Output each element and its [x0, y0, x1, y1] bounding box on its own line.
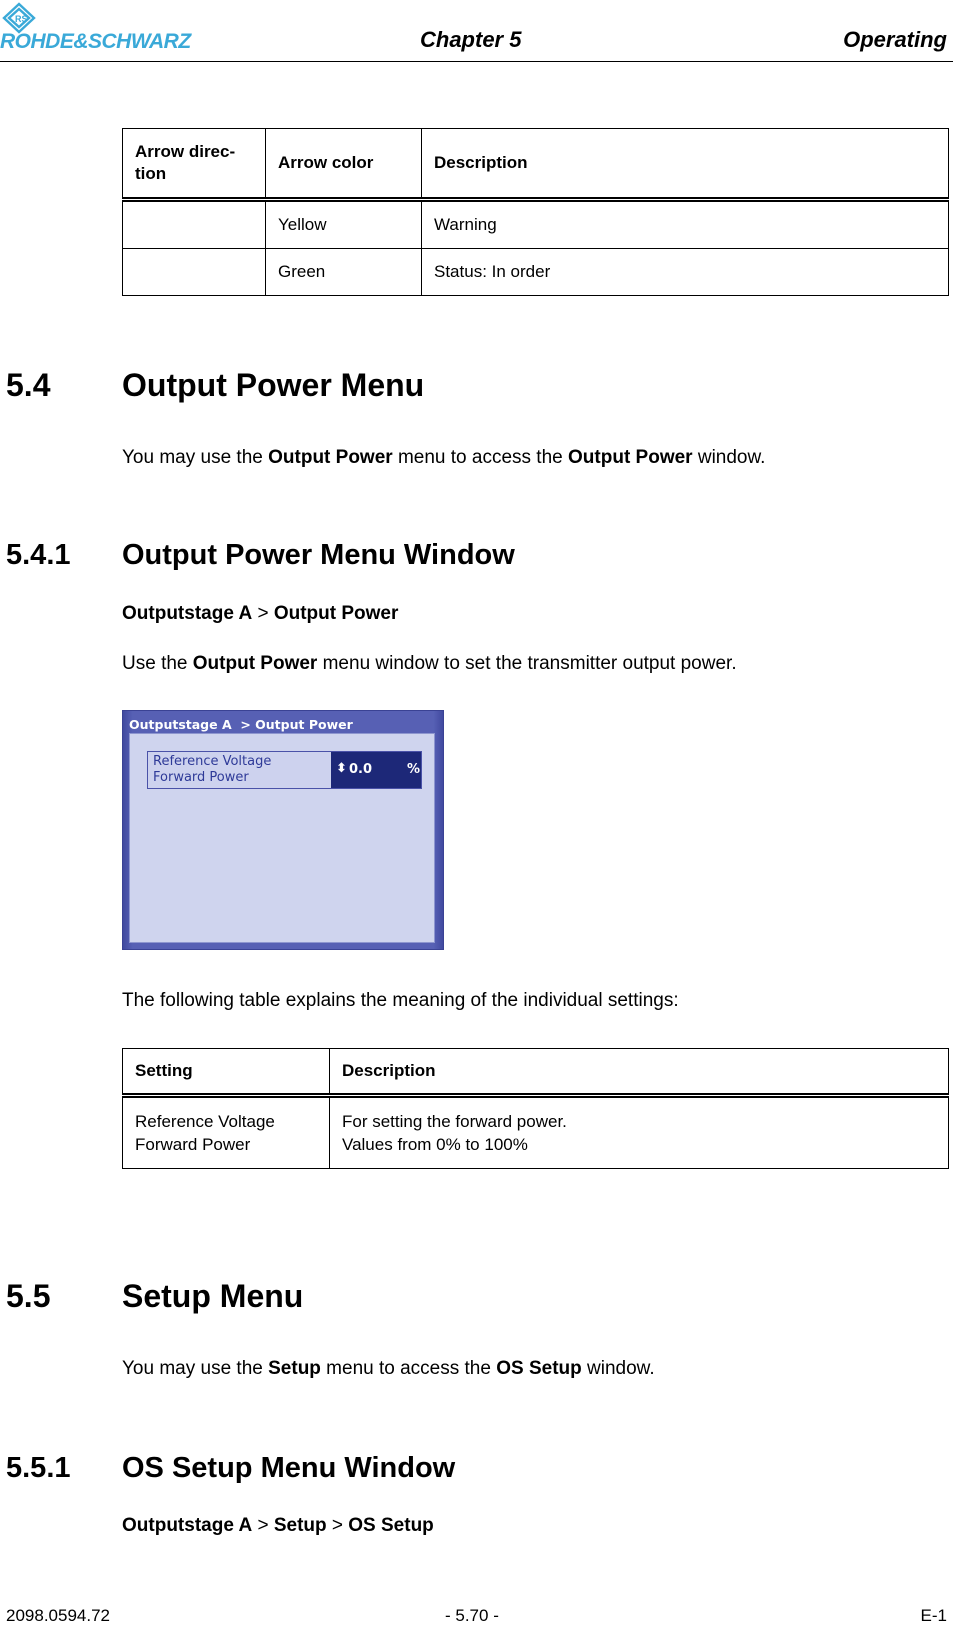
- section-number-5-5-1: 5.5.1: [6, 1452, 71, 1484]
- menu-path-output-power: Outputstage A > Output Power: [122, 603, 399, 624]
- field-label: Reference Voltage Forward Power: [153, 754, 272, 785]
- forward-power-value-input[interactable]: [331, 752, 421, 788]
- col-description: Description: [330, 1049, 949, 1096]
- cell-description: Warning: [422, 200, 949, 249]
- footer-edition: E-1: [920, 1606, 947, 1625]
- cell-description: For setting the forward power. Values from 0% to 100%: [330, 1096, 949, 1169]
- table-header-row: [123, 129, 949, 200]
- header-rule: [0, 61, 953, 62]
- footer-doc-number: 2098.0594.72: [6, 1606, 110, 1625]
- table-row: [123, 200, 949, 249]
- col-arrow-color: Arrow color: [266, 129, 422, 200]
- menu-path-os-setup: Outputstage A > Setup > OS Setup: [122, 1515, 434, 1536]
- output-power-window-screenshot: [122, 710, 444, 950]
- section-title-5-5-1: OS Setup Menu Window: [122, 1452, 456, 1484]
- cell-setting: Reference Voltage Forward Power: [123, 1096, 330, 1169]
- table-row: [123, 1096, 949, 1169]
- col-arrow-direction: Arrow direc- tion: [123, 129, 266, 200]
- forward-power-field[interactable]: [147, 751, 422, 789]
- rohde-schwarz-logo: [0, 2, 230, 52]
- table-header-row: [123, 1049, 949, 1096]
- col-setting: Setting: [123, 1049, 330, 1096]
- svg-text:RS: RS: [15, 14, 28, 24]
- arrow-color-table: [122, 128, 949, 296]
- section-number-5-4-1: 5.4.1: [6, 539, 71, 571]
- window-title: Outputstage A > Output Power: [129, 717, 353, 732]
- cell-description: Status: In order: [422, 249, 949, 296]
- col-description: Description: [422, 129, 949, 200]
- value-text: 0.0: [349, 762, 373, 777]
- paragraph-5-4-1-use: Use the Output Power menu window to set the transmitter output power.: [122, 653, 737, 674]
- window-pane: [129, 733, 435, 943]
- chapter-label: Chapter 5: [420, 27, 522, 52]
- section-title-5-4: Output Power Menu: [122, 367, 425, 403]
- section-title-5-4-1: Output Power Menu Window: [122, 539, 515, 571]
- table-row: [123, 249, 949, 296]
- settings-table: [122, 1048, 949, 1169]
- cell-color: Green: [266, 249, 422, 296]
- footer-page-number: - 5.70 -: [445, 1606, 499, 1625]
- section-title-5-5: Setup Menu: [122, 1278, 304, 1314]
- paragraph-5-4-intro: You may use the Output Power menu to access the Output Power window.: [122, 447, 766, 468]
- section-number-5-4: 5.4: [6, 367, 51, 403]
- section-label: Operating: [843, 27, 947, 52]
- paragraph-5-5-intro: You may use the Setup menu to access the OS Setup window.: [122, 1358, 655, 1379]
- section-number-5-5: 5.5: [6, 1278, 51, 1314]
- spin-arrows-icon[interactable]: ⬍: [336, 761, 347, 776]
- table-intro-text: The following table explains the meaning of the individual settings:: [122, 990, 679, 1011]
- cell-direction: [123, 249, 266, 296]
- brand-wordmark: ROHDE&SCHWARZ: [0, 30, 191, 53]
- cell-direction: [123, 200, 266, 249]
- unit-text: %: [407, 762, 421, 777]
- cell-color: Yellow: [266, 200, 422, 249]
